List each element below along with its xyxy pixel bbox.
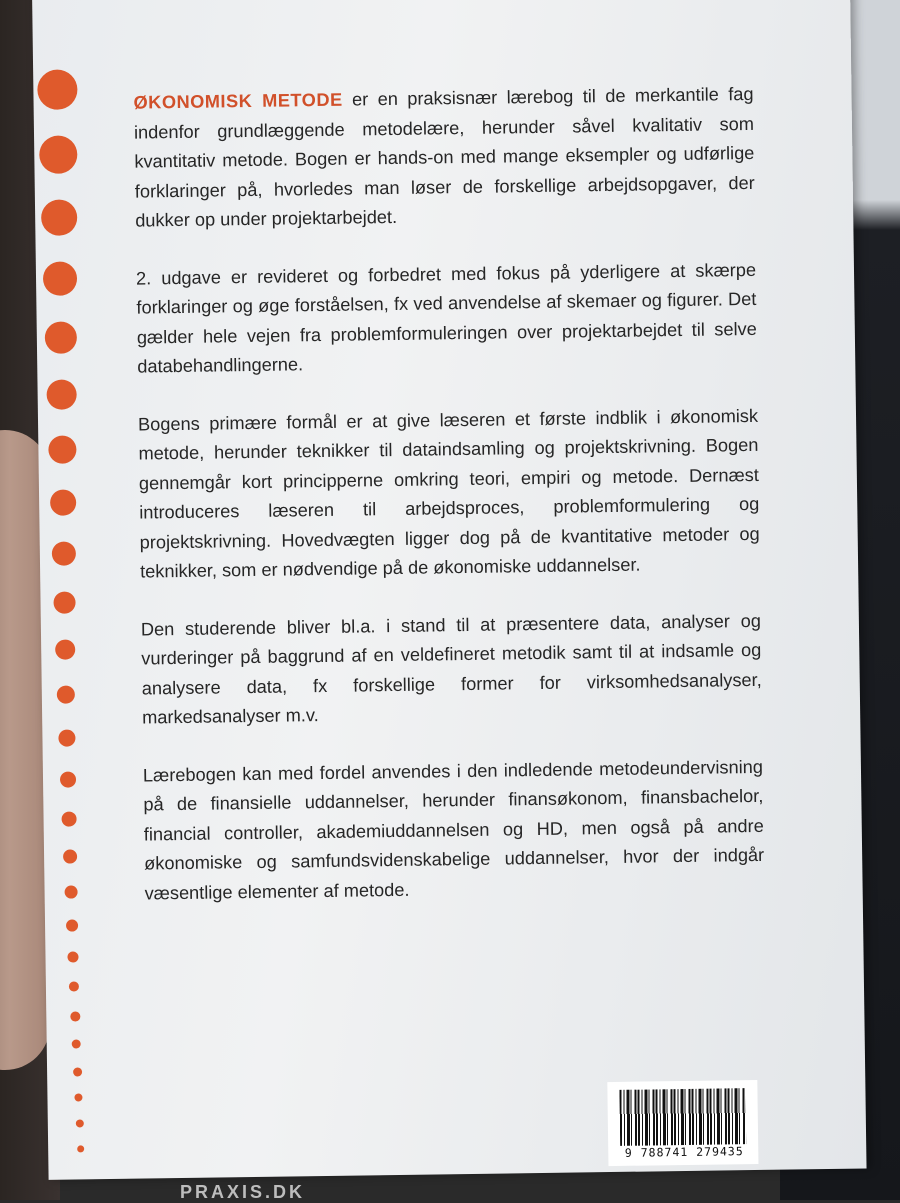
spine-dot: [66, 919, 78, 931]
spine-dot: [77, 1145, 84, 1152]
spine-dot: [58, 729, 75, 746]
spine-dot: [65, 885, 78, 898]
spine-dot: [57, 685, 75, 703]
spine-dot: [63, 849, 77, 863]
isbn-barcode: [607, 1080, 758, 1166]
spine-dot: [52, 541, 76, 565]
spine-dot: [43, 261, 77, 295]
spine-dot: [55, 639, 75, 659]
spine-dot: [76, 1119, 84, 1127]
spine-dot: [70, 1011, 80, 1021]
spine-dot: [73, 1067, 82, 1076]
book-back-cover: [32, 0, 867, 1180]
publisher-text: PRAXIS.DK: [180, 1182, 306, 1202]
spine-dot: [61, 811, 76, 826]
spine-dot: [74, 1093, 82, 1101]
spine-dot: [72, 1039, 81, 1048]
spine-dot: [67, 951, 78, 962]
spine-dot: [41, 199, 77, 235]
spine-dot: [37, 69, 78, 110]
blurb-paragraph-1: [133, 80, 755, 236]
spine-dot: [46, 379, 76, 409]
spine-dot: [45, 321, 77, 353]
blurb-paragraph-3: Bogens primære formål er at give læseren et første indblik i økonomisk metode, herunder teknikker til dataindsamling og projektskrivning. Bogen gennemgår kort principperne omkring teori, empiri og metode. Dernæst introduceres læseren til arbejdsproces, problemformulering og projektskrivning. Hovedvægten ligger dog på de kvantitative metoder og teknikker, som er nødvendige på de økonomiske uddannelser.: [137, 405, 760, 582]
spine-dot: [53, 591, 75, 613]
blurb-paragraph-5: Lærebogen kan med fordel anvendes i den indledende metodeundervisning på de finansielle uddannelser, herunder finansøkonom, finansbachelor, financial controller, akademiuddannelsen og HD, men også på andre økonomiske og samfundsvidenskabelige uddannelser, hvor der indgår væsentlige elementer af metode.: [142, 756, 765, 904]
barcode-bars: [619, 1088, 746, 1146]
isbn-number: 9 788741 279435: [624, 1144, 744, 1160]
spine-dot: [60, 771, 76, 787]
spine-dot: [50, 489, 76, 515]
blurb-paragraph-4: Den studerende bliver bl.a. i stand til at præsentere data, analyser og vurderinger på baggrund af en veldefineret metodik samt til at indsamle og analysere data, fx forskellige former for virksomhedsanalyser, markedsanalyser m.v.: [140, 610, 762, 728]
spine-dot: [39, 135, 78, 174]
spine-dot: [69, 981, 79, 991]
paragraph-1-text: er en praksisnær lærebog til de merkantile fag indenfor grundlæggende metodelære, herunder såvel kvalitativ som kvantitativ metode. Bogen er hands-on med mange eksempler og udførlige forklaringer på, hvorledes man løser de forskellige arbejdsopgaver, der dukker op under projektarbejdet.: [133, 83, 755, 231]
blurb-paragraph-2: 2. udgave er revideret og forbedret med fokus på yderligere at skærpe forklaringer og øge forståelsen, fx ved anvendelse af skemaer og figurer. Det gælder hele vejen fra problemformuleringen over projektarbejdet til selve databehandlingerne.: [135, 259, 757, 377]
book-title-lead: ØKONOMISK METODE: [133, 89, 343, 113]
blurb-text: [133, 80, 765, 937]
spine-dot: [48, 435, 76, 463]
